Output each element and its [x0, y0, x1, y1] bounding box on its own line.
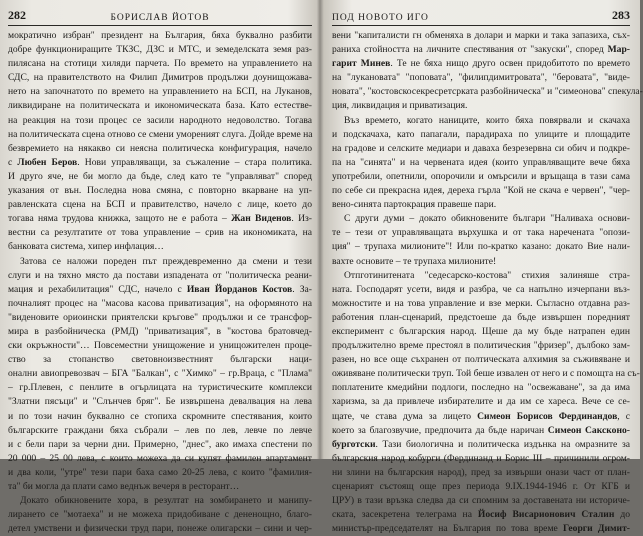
text-segment: ликвидиране на политическата и икономическата база. Като естестве-	[8, 100, 312, 112]
text-line	[332, 269, 630, 283]
text-segment: Докато обикновените хора, в резултат на зомбирането и манипу-	[20, 495, 312, 507]
bold-name: Жан Виденов	[231, 213, 292, 225]
text-segment: , с	[617, 410, 630, 422]
text-line	[8, 522, 312, 536]
text-segment: министър-председателят на България по това време	[332, 523, 564, 535]
text-segment: на реакция на този процес се засили народното недоволство. Тогава	[8, 114, 312, 126]
text-segment: онални авиопревозвач – БГА "Балкан", с "Химко" – гр.Враца, с "Плама"	[8, 368, 312, 380]
text-segment: детел умствени и физически труд пари, понеже олигарски – сини и чер-	[8, 523, 312, 535]
text-line	[8, 226, 312, 240]
text-line	[8, 339, 312, 353]
text-line	[332, 395, 630, 409]
text-line	[8, 57, 312, 71]
left-page-number: 282	[8, 8, 26, 22]
text-segment: работения план-сценарий, предстоеше да бъде извършен поредният	[332, 311, 630, 323]
text-segment: . Нови управляващи, за съжаление – стара политика.	[77, 156, 312, 168]
text-line	[332, 212, 630, 226]
text-line	[8, 494, 312, 508]
text-line	[8, 424, 312, 438]
text-line	[8, 156, 312, 170]
right-page-body	[332, 29, 643, 536]
text-line	[332, 283, 630, 297]
text-segment: на политическата сцена отново се смени умореният слуга. Дойде време на	[8, 128, 313, 140]
left-running-head: БОРИСЛАВ ЙОТОВ	[110, 13, 210, 23]
text-segment: добре функциониращите ТКЗС, ДЗС и МТС, и земеделската земя раз-	[8, 44, 312, 56]
text-line	[8, 395, 312, 409]
text-line	[8, 71, 312, 85]
text-segment: ни злини на българския народ), пред за извърши онази част от план-	[332, 466, 630, 478]
left-running-header	[8, 8, 312, 26]
text-segment: мация и рехабилитация" СДС, начело с	[8, 283, 187, 295]
text-line	[8, 410, 312, 424]
bold-name: Мар-	[607, 44, 630, 56]
text-segment: българските граждани бяха събрали – лев по лев, левче по левче	[8, 424, 312, 436]
text-line	[332, 255, 630, 269]
text-line	[332, 438, 630, 452]
left-page-body	[8, 29, 312, 536]
text-line	[332, 43, 630, 57]
text-line	[332, 424, 630, 438]
text-segment: и подскачаха, като папагали, парадираха по улиците и площадите	[332, 128, 630, 140]
text-line	[8, 198, 312, 212]
text-segment: можностите и на това управление и взе мерки. Съгласно отдавна раз-	[332, 297, 630, 309]
text-segment: и два коли, "утре" тези пари баха само 20-25 лева, с които "фамилия-	[8, 466, 312, 478]
text-line	[8, 283, 312, 297]
text-line	[8, 311, 312, 325]
text-line	[8, 240, 312, 254]
text-line	[332, 240, 630, 254]
text-segment: И друго яче, не би могло да бъде, след като те "управляват" според	[8, 170, 312, 182]
right-running-head: ПОД НОВОТО ИГО	[332, 13, 429, 23]
text-segment: . За-	[292, 283, 313, 295]
text-line	[8, 142, 312, 156]
text-segment: та" би могла да плати само веднъж вечеря в ресторант…	[8, 481, 240, 492]
bold-name: Симеон Борисов Фердинандов	[477, 410, 618, 422]
text-line	[332, 494, 630, 508]
text-line	[332, 410, 630, 424]
text-line	[8, 184, 312, 198]
text-segment: равленската сцена на БСП и правителство, начело с лице, което до	[8, 199, 312, 211]
text-line	[332, 184, 630, 198]
text-segment: те – тези от управляващата върхушка и от така наречената "опози-	[332, 227, 630, 239]
text-line	[332, 99, 630, 113]
text-segment: продължително време престоял в политическия "фризер", дълбоко зам-	[332, 340, 630, 352]
text-segment: СДС, на правителството на Филип Димитров продължи доунищожава-	[8, 72, 312, 84]
text-line	[8, 212, 312, 226]
text-segment: . Те не бяха нищо друго освен придобитото по времето	[390, 58, 630, 70]
text-line	[8, 480, 312, 494]
bold-name: Иван Йорданов Костов	[186, 283, 293, 295]
text-segment: нето на започнатото по времето на управлението на БСП, на Луканов,	[8, 86, 312, 98]
right-page-number: 283	[612, 8, 630, 22]
text-line	[8, 128, 312, 142]
text-segment: ция, ликвидация и приватизация.	[332, 100, 468, 112]
text-segment: и по този начин буквално се стопиха скромните спестявания, които	[8, 410, 312, 422]
text-segment: "виденовите ориоински приятелски кръгове" продължи и се трансфор-	[8, 311, 312, 323]
text-segment: безвремието на някакво си неясна политическа конфигурация, начело	[8, 142, 312, 154]
text-line	[8, 367, 312, 381]
bold-name: Йосиф Висарионович Сталин	[477, 509, 615, 521]
text-segment: 20 000 – 25 00 лева, с които можеха да си купят фамилен апартамент	[8, 452, 312, 464]
text-segment: банковата система, хипер инфлация…	[8, 241, 164, 253]
text-line	[332, 114, 630, 128]
text-line	[8, 43, 312, 57]
text-line	[332, 170, 630, 184]
bold-name: Любен Беров	[17, 156, 78, 168]
text-segment: което за благозвучие, предпочита да бъде наричан	[332, 424, 548, 436]
text-segment: по себе си прекрасна идея, дереха гърла "Кой не скача е червен", "чер-	[332, 185, 630, 197]
text-line	[8, 114, 312, 128]
text-segment: па на "синята" и на червената идея (които управляващите вече бяха	[332, 156, 630, 168]
text-line	[8, 381, 312, 395]
text-segment: новата", "костовскосекресретсрката разбойническа" и "симеонова" спекула-	[332, 86, 643, 98]
text-segment: почналият процес на "масова касова приватизация", на оформяното на	[8, 297, 312, 309]
text-line	[332, 128, 630, 142]
text-line	[8, 85, 312, 99]
text-segment: "Златни пясъци" и "Слънчев бряг". Бе извършена девалвация на лева	[8, 396, 312, 408]
bold-name: бурготски	[332, 438, 376, 450]
text-segment: вено-синята партокрация правеше пари.	[332, 199, 497, 211]
text-segment: на "лукановата" "поповата", "филипдимитровата", "беровата", "виде-	[332, 72, 630, 84]
left-page	[8, 8, 313, 535]
text-segment: вестни са резултатите от това управление – срив на икономиката, на	[8, 227, 312, 239]
text-segment: ЦРУ) в тази връзка следва да си спомним за доставената ни историче-	[332, 495, 630, 507]
text-segment: вахте основите – те трупаха милионите!	[332, 255, 497, 267]
text-segment: . Тази биологична и политическа издънка на омразните за	[375, 438, 630, 450]
text-segment: ски окръжности"… Повсеместни унищожение и унищожителен проце-	[8, 340, 312, 352]
text-line	[332, 381, 630, 395]
text-line	[8, 325, 312, 339]
text-segment: на градове и селските медиари и даваха безрезервна си обич и подкре-	[332, 142, 630, 154]
text-line	[332, 325, 630, 339]
text-line	[332, 353, 630, 367]
text-line	[332, 142, 630, 156]
text-segment: до	[614, 509, 630, 521]
bold-name: гарит Минев	[332, 58, 391, 70]
bold-name: Георги Димит-	[563, 523, 630, 535]
text-segment: употребили, опетнили, опорочили и омърсили и връщаща в тази сама	[332, 170, 630, 182]
text-segment: указания от вън. Последна нова смяна, с повторно вкарване на уп-	[8, 185, 312, 197]
text-line	[332, 198, 630, 212]
text-line	[332, 522, 630, 536]
text-line	[8, 466, 312, 480]
text-segment: С други думи – докато обикновените българи "Наливаха основи-	[344, 213, 630, 225]
text-segment: харизма, за да привлече избирателите и да им се хареса. Вече се се-	[332, 396, 630, 408]
text-line	[332, 85, 643, 99]
text-segment: Въз времето, когато наниците, които бяха повярвали и скачаха	[344, 114, 630, 126]
text-line	[332, 297, 630, 311]
text-line	[8, 269, 312, 283]
text-line	[332, 71, 630, 85]
text-segment: сценарият състоящ още през периода 9.IX.1944-1946 г. От КГБ и	[332, 481, 630, 492]
text-segment: . Из-	[291, 213, 312, 225]
text-segment: пилясана на стотици хиляди парчета. По времето на управлението на	[8, 58, 312, 70]
right-running-header	[332, 8, 630, 26]
text-segment: оживяване политически труп. Той беше извален от него и с помощта на съ-	[332, 368, 640, 380]
text-segment: ство за стопанство световноизвестният български наци-	[8, 354, 312, 366]
text-segment: с	[8, 156, 18, 168]
text-line	[8, 170, 312, 184]
text-segment: вени "капиталисти гн обменяха в долари и марки и така запазиха, съх-	[332, 30, 630, 41]
text-line	[8, 297, 312, 311]
text-segment: мира в разбойническа (РМД) "приватизация", в "костова братовчед-	[8, 325, 312, 337]
text-segment: българския народ кобурги (Фердинанд и Борис III – причинили огром-	[332, 452, 630, 464]
text-line	[332, 466, 630, 480]
text-segment: експеримент с българския народ. Щеше да му бъде натрапен един	[332, 325, 630, 337]
text-line	[8, 508, 312, 522]
text-segment: разен, но все още съхранен от полтическата алхимия за съживяване и	[332, 354, 630, 366]
text-line	[332, 480, 630, 494]
text-segment: тогава няма трудова книжка, защото не е работа –	[8, 213, 232, 225]
text-segment: слуги и на тяхно място да постави изпадената от "политическа реани-	[8, 269, 312, 281]
text-segment: щате, че става дума за лицето	[332, 410, 478, 422]
text-segment: лирането се "мотаеха" и не можеха придобиване с дененощно, благо-	[8, 509, 312, 521]
right-page	[332, 8, 643, 535]
text-line	[8, 99, 312, 113]
text-segment: ската, засекретена телеграма на	[332, 509, 478, 521]
text-segment: Отпготинитената "седесарско-костова" стихия залиняше стра-	[344, 269, 630, 281]
text-line	[8, 452, 312, 466]
text-line	[332, 311, 630, 325]
text-line	[332, 452, 630, 466]
text-line	[8, 353, 312, 367]
text-line	[332, 367, 640, 381]
text-segment: Затова се наложи пореден път преждевременно да смени и тези	[20, 255, 312, 267]
text-segment: поплатените кмедийни подлоги, последно на "освежаване", за да има	[332, 382, 630, 394]
text-line	[332, 29, 630, 43]
text-line	[332, 156, 630, 170]
text-segment: ция" – трупаха милионите"! Или по-кратко казано: докато Вие нали-	[332, 241, 630, 253]
text-line	[332, 339, 630, 353]
bold-name: Симеон Саксконо-	[547, 424, 630, 436]
text-line	[332, 508, 630, 522]
text-segment: мократично избран" президент на България, бяха буквално разбити	[8, 30, 312, 41]
text-line	[332, 57, 630, 71]
text-segment: ната. Господарят усети, видя и разбра, че са напълно изчерпани въз-	[332, 283, 630, 295]
text-segment: и с бели пари за черни дни. Примерно, "днес", ако имаха спестени по	[8, 438, 312, 450]
text-line	[8, 438, 312, 452]
text-line	[8, 255, 312, 269]
text-segment: раниха стойността на личните спестявания от "закуски", според	[332, 44, 608, 56]
text-line	[8, 29, 312, 43]
text-line	[332, 226, 630, 240]
text-segment: – гр.Плевен, с пенлите в огърлицата на туристическите комплекси	[8, 382, 312, 394]
